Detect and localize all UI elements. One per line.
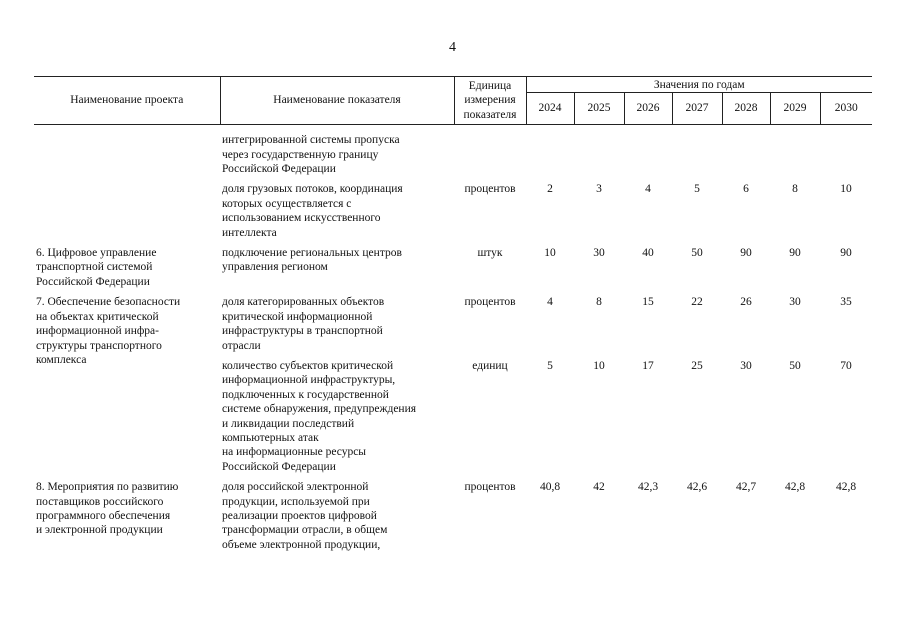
value-2025: 3 — [596, 183, 602, 196]
table-header — [34, 77, 872, 125]
page-number: 4 — [449, 40, 456, 55]
value-2025: 42 — [593, 481, 605, 494]
value-2026: 40 — [642, 247, 654, 260]
indicators-table — [34, 76, 872, 552]
table-row — [34, 176, 872, 240]
unit: единиц — [472, 359, 508, 372]
value-2026 — [624, 133, 672, 176]
value-2027: 50 — [691, 247, 703, 260]
project-name — [34, 133, 220, 176]
header-values-by-year: Значения по годам — [526, 77, 872, 93]
value-2025: 10 — [593, 359, 605, 372]
project-name: 7. Обеспечение безопасности на объектах критической информационной инфра- структуры транспортного комплекса — [36, 296, 181, 366]
value-2024: 10 — [544, 247, 556, 260]
value-2030 — [820, 133, 872, 176]
value-2029: 50 — [789, 359, 801, 372]
value-2027: 25 — [691, 359, 703, 372]
value-2024: 5 — [547, 359, 553, 372]
value-2028 — [722, 133, 770, 176]
project-name: 8. Мероприятия по развитию поставщиков российского программного обеспечения и электронной продукции — [36, 481, 179, 537]
table-row — [34, 240, 872, 289]
value-2030: 35 — [840, 296, 852, 309]
header-year: 2028 — [722, 93, 770, 125]
header-year: 2024 — [526, 93, 574, 125]
unit: процентов — [464, 296, 516, 309]
unit: процентов — [464, 183, 516, 196]
value-2029: 42,8 — [784, 481, 806, 494]
value-2029: 8 — [792, 183, 798, 196]
value-2028: 30 — [740, 359, 752, 372]
value-2029 — [770, 133, 820, 176]
value-2030: 42,8 — [835, 481, 857, 494]
indicator-name: доля грузовых потоков, координация которых осуществляется с использованием искусственного интеллекта — [222, 183, 403, 239]
header-year: 2030 — [820, 93, 872, 125]
value-2030: 10 — [840, 183, 852, 196]
value-2028: 42,7 — [735, 481, 757, 494]
header-year: 2027 — [672, 93, 722, 125]
value-2024: 2 — [547, 183, 553, 196]
value-2027: 42,6 — [686, 481, 708, 494]
table-row — [34, 133, 872, 176]
value-2024 — [526, 133, 574, 176]
value-2025 — [574, 133, 624, 176]
project-name: 6. Цифровое управление транспортной системой Российской Федерации — [36, 247, 157, 288]
value-2030: 70 — [840, 359, 852, 372]
indicator-name: доля категорированных объектов критической информационной инфраструктуры в транспортной отрасли — [222, 296, 385, 352]
value-2028: 6 — [743, 183, 749, 196]
header-indicator: Наименование показателя — [220, 77, 454, 125]
value-2028: 26 — [740, 296, 752, 309]
value-2027: 22 — [691, 296, 703, 309]
value-2024: 40,8 — [539, 481, 561, 494]
indicator-name: количество субъектов критической информационной инфраструктуры, подключенных к государственной системе обнаружения, предупреждения и ликвидации последствий компьютерных атак на информационные ресурсы Российской Федерации — [222, 359, 417, 473]
table-row — [34, 474, 872, 552]
unit — [454, 133, 526, 176]
value-2030: 90 — [840, 247, 852, 260]
value-2026: 17 — [642, 359, 654, 372]
indicator-name: подключение региональных центров управления регионом — [222, 247, 402, 274]
header-year: 2025 — [574, 93, 624, 125]
value-2026: 15 — [642, 296, 654, 309]
project-name — [34, 176, 220, 240]
value-2024: 4 — [547, 296, 553, 309]
value-2026: 4 — [645, 183, 651, 196]
header-year: 2029 — [770, 93, 820, 125]
indicator-name: доля российской электронной продукции, используемой при реализации проектов цифровой трансформации отрасли, в общем объеме электронной продукции, — [222, 481, 388, 551]
value-2029: 30 — [789, 296, 801, 309]
table-row — [34, 289, 872, 353]
table-body — [34, 125, 872, 552]
value-2025: 8 — [596, 296, 602, 309]
unit: процентов — [464, 481, 516, 494]
value-2029: 90 — [789, 247, 801, 260]
value-2028: 90 — [740, 247, 752, 260]
indicator-name: интегрированной системы пропуска через государственную границу Российской Федерации — [222, 134, 400, 176]
header-unit: Единица измерения показателя — [454, 77, 526, 125]
value-2025: 30 — [593, 247, 605, 260]
value-2026: 42,3 — [637, 481, 659, 494]
value-2027: 5 — [694, 183, 700, 196]
unit: штук — [477, 247, 503, 260]
header-project: Наименование проекта — [34, 77, 220, 125]
header-year: 2026 — [624, 93, 672, 125]
value-2027 — [672, 133, 722, 176]
